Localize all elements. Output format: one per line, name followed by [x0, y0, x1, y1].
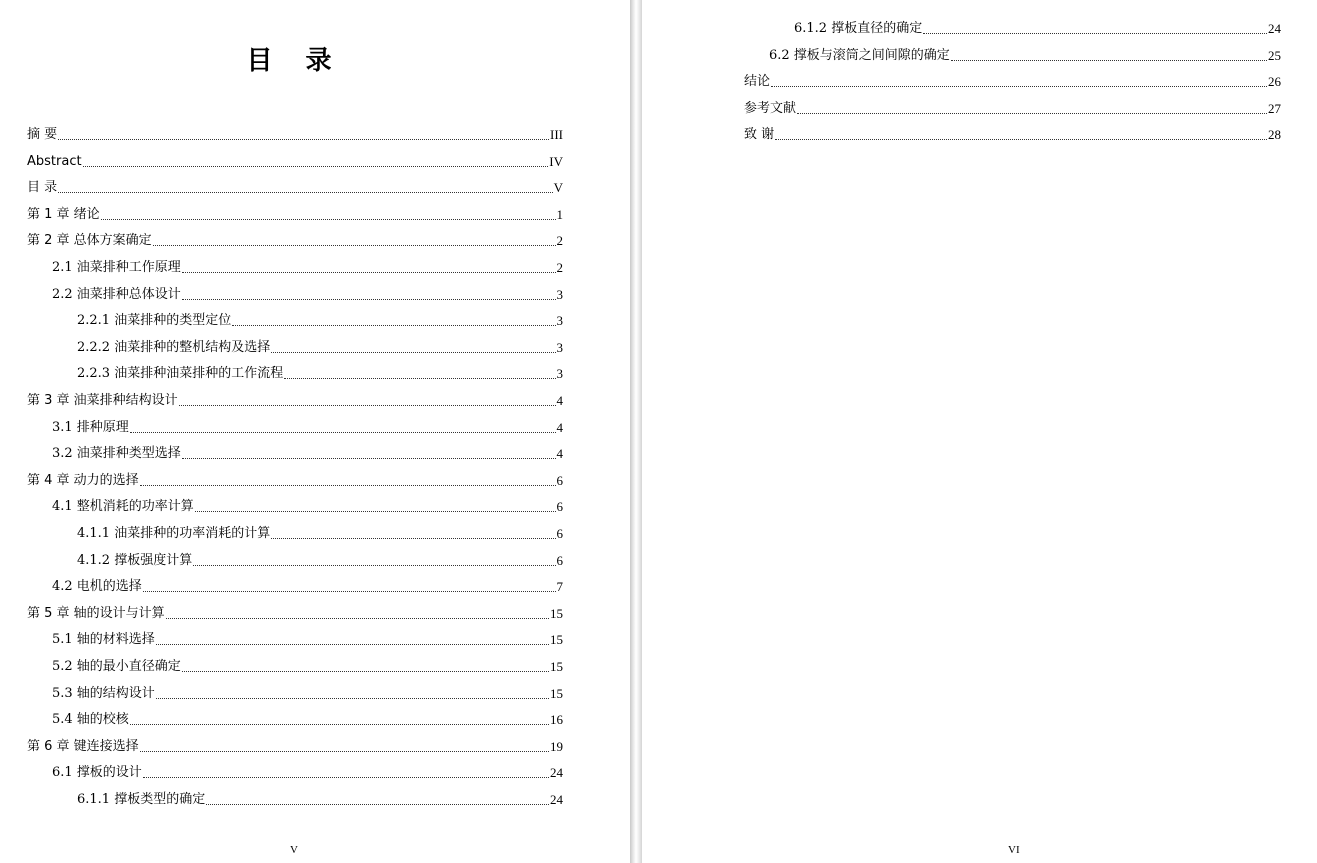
toc-entry[interactable]	[27, 153, 563, 171]
toc-entry-page: 19	[550, 738, 563, 754]
left-page	[0, 0, 630, 863]
toc-entry-label: 结论	[744, 74, 771, 90]
toc-entry-label: 4.1.2 撑板强度计算	[77, 552, 193, 568]
toc-entry[interactable]	[27, 206, 563, 224]
toc-entry[interactable]	[27, 472, 563, 490]
toc-dot-leader	[58, 191, 552, 193]
toc-entry-page: 28	[1268, 127, 1281, 143]
toc-entry-page: 3	[556, 366, 563, 382]
toc-entry-page: V	[553, 180, 563, 196]
toc-entry[interactable]	[77, 339, 563, 357]
toc-entry-label: 2.2.1 油菜排种的类型定位	[77, 313, 232, 329]
toc-entry-label: 3.1 排种原理	[52, 419, 129, 435]
toc-entry[interactable]	[52, 498, 563, 516]
toc-entry[interactable]	[52, 658, 563, 676]
toc-entry-page: 25	[1268, 47, 1281, 63]
toc-entry-label: 第 4 章 动力的选择	[27, 472, 139, 488]
toc-dot-leader	[130, 431, 556, 433]
page-number-left: V	[290, 844, 298, 856]
toc-dot-leader	[193, 564, 555, 566]
toc-entry-page: 15	[550, 632, 563, 648]
toc-dot-leader	[284, 377, 555, 379]
toc-entry-label: 第 5 章 轴的设计与计算	[27, 605, 165, 621]
toc-entry[interactable]	[744, 126, 1281, 144]
toc-dot-leader	[182, 271, 556, 273]
toc-entry[interactable]	[52, 631, 563, 649]
toc-entry-label: 第 3 章 油菜排种结构设计	[27, 393, 178, 408]
toc-entry-label: 2.2 油菜排种总体设计	[52, 286, 181, 302]
toc-entry-page: 7	[556, 579, 563, 595]
toc-dot-leader	[775, 138, 1267, 140]
toc-dot-leader	[271, 537, 555, 539]
toc-entry-label: 4.1.1 油菜排种的功率消耗的计算	[77, 526, 271, 541]
toc-entry-label: Abstract	[27, 153, 82, 169]
toc-entry[interactable]	[744, 73, 1281, 91]
toc-entry-label: 第 1 章 绪论	[27, 206, 100, 222]
toc-dot-leader	[143, 776, 549, 778]
toc-dot-leader	[179, 404, 556, 406]
toc-entry[interactable]	[77, 312, 563, 330]
toc-dot-leader	[771, 85, 1267, 87]
toc-entry-page: 24	[550, 792, 563, 807]
toc-dot-leader	[951, 59, 1267, 61]
toc-entry[interactable]	[77, 552, 563, 570]
toc-title: 目 录	[246, 46, 344, 76]
toc-entry-label: 第 2 章 总体方案确定	[27, 233, 152, 249]
toc-entry[interactable]	[27, 232, 563, 250]
toc-entry[interactable]	[27, 605, 563, 623]
toc-entry-label: 2.2.2 油菜排种的整机结构及选择	[77, 339, 271, 355]
toc-dot-leader	[182, 457, 556, 459]
toc-entry-page: 6	[556, 499, 563, 515]
toc-entry-label: 2.2.3 油菜排种油菜排种的工作流程	[77, 366, 284, 382]
toc-entry-label: 6.1.2 撑板直径的确定	[794, 21, 923, 36]
toc-dot-leader	[83, 165, 549, 167]
toc-dot-leader	[156, 697, 549, 699]
toc-entry-page: 1	[556, 206, 563, 222]
toc-entry-page: 24	[1268, 21, 1281, 36]
page-number-right: VI	[1008, 844, 1020, 856]
toc-dot-leader	[195, 510, 556, 512]
toc-entry[interactable]	[52, 711, 563, 729]
toc-entry-page: 2	[556, 233, 563, 249]
toc-entry-page: IV	[549, 153, 563, 169]
right-page	[642, 0, 1317, 863]
toc-entry-label: 4.2 电机的选择	[52, 579, 142, 595]
toc-entry[interactable]	[27, 392, 563, 410]
toc-dot-leader	[153, 244, 556, 246]
toc-entry[interactable]	[77, 525, 563, 543]
toc-entry-page: 2	[556, 260, 563, 275]
toc-entry[interactable]	[77, 365, 563, 383]
toc-entry-label: 致 谢	[744, 127, 775, 143]
toc-dot-leader	[182, 670, 549, 672]
toc-entry[interactable]	[52, 259, 563, 277]
toc-entry[interactable]	[794, 20, 1281, 38]
toc-entry-page: 15	[550, 605, 563, 621]
toc-entry-page: 16	[550, 712, 563, 728]
toc-entry-page: 3	[556, 339, 563, 355]
toc-entry[interactable]	[769, 47, 1281, 65]
toc-entry-label: 5.3 轴的结构设计	[52, 685, 155, 701]
toc-dot-leader	[206, 803, 549, 805]
toc-entry-label: 目 录	[27, 180, 58, 196]
toc-entry[interactable]	[52, 419, 563, 437]
toc-entry-page: 15	[550, 659, 563, 674]
toc-entry-label: 摘 要	[27, 127, 58, 142]
toc-dot-leader	[156, 643, 549, 645]
toc-dot-leader	[232, 324, 555, 326]
toc-entry-label: 4.1 整机消耗的功率计算	[52, 499, 194, 515]
toc-entry-page: 3	[556, 286, 563, 302]
toc-dot-leader	[101, 218, 556, 220]
toc-dot-leader	[143, 590, 556, 592]
toc-entry[interactable]	[52, 286, 563, 304]
toc-entry-page: 27	[1268, 100, 1281, 116]
toc-entry-page: 4	[556, 446, 563, 462]
toc-entry-label: 参考文献	[744, 100, 797, 116]
toc-entry-page: 24	[550, 765, 563, 781]
toc-entry[interactable]	[744, 100, 1281, 118]
toc-entry-label: 5.2 轴的最小直径确定	[52, 659, 181, 674]
toc-entry[interactable]	[27, 738, 563, 756]
toc-entry[interactable]	[27, 179, 563, 197]
toc-entry[interactable]	[52, 578, 563, 596]
toc-dot-leader	[140, 484, 556, 486]
toc-dot-leader	[58, 138, 549, 140]
toc-dot-leader	[923, 32, 1267, 34]
toc-entry-label: 5.4 轴的校核	[52, 712, 129, 728]
toc-entry[interactable]	[52, 685, 563, 703]
toc-entry[interactable]	[77, 791, 563, 809]
toc-dot-leader	[797, 112, 1267, 114]
toc-entry-page: 4	[556, 393, 563, 408]
toc-entry-page: 4	[556, 419, 563, 435]
toc-entry[interactable]	[52, 764, 563, 782]
toc-dot-leader	[140, 750, 549, 752]
toc-entry-page: 26	[1268, 74, 1281, 90]
toc-entry[interactable]	[27, 126, 563, 144]
toc-entry-label: 5.1 轴的材料选择	[52, 632, 155, 648]
toc-entry-label: 6.2 撑板与滚筒之间间隙的确定	[769, 47, 950, 63]
toc-entry-label: 2.1 油菜排种工作原理	[52, 260, 181, 275]
toc-entry-label: 6.1 撑板的设计	[52, 765, 142, 781]
toc-dot-leader	[130, 723, 549, 725]
toc-dot-leader	[166, 617, 549, 619]
toc-entry-label: 6.1.1 撑板类型的确定	[77, 792, 206, 807]
toc-entry-page: 6	[556, 552, 563, 568]
toc-entry-label: 第 6 章 键连接选择	[27, 738, 139, 754]
toc-entry-page: III	[550, 127, 563, 142]
page-gutter	[630, 0, 642, 863]
toc-entry-page: 6	[556, 472, 563, 488]
toc-entry[interactable]	[52, 445, 563, 463]
toc-entry-page: 6	[556, 526, 563, 541]
toc-entry-page: 15	[550, 685, 563, 701]
toc-entry-page: 3	[556, 313, 563, 329]
toc-dot-leader	[182, 298, 556, 300]
toc-dot-leader	[271, 351, 555, 353]
toc-entry-label: 3.2 油菜排种类型选择	[52, 446, 181, 462]
